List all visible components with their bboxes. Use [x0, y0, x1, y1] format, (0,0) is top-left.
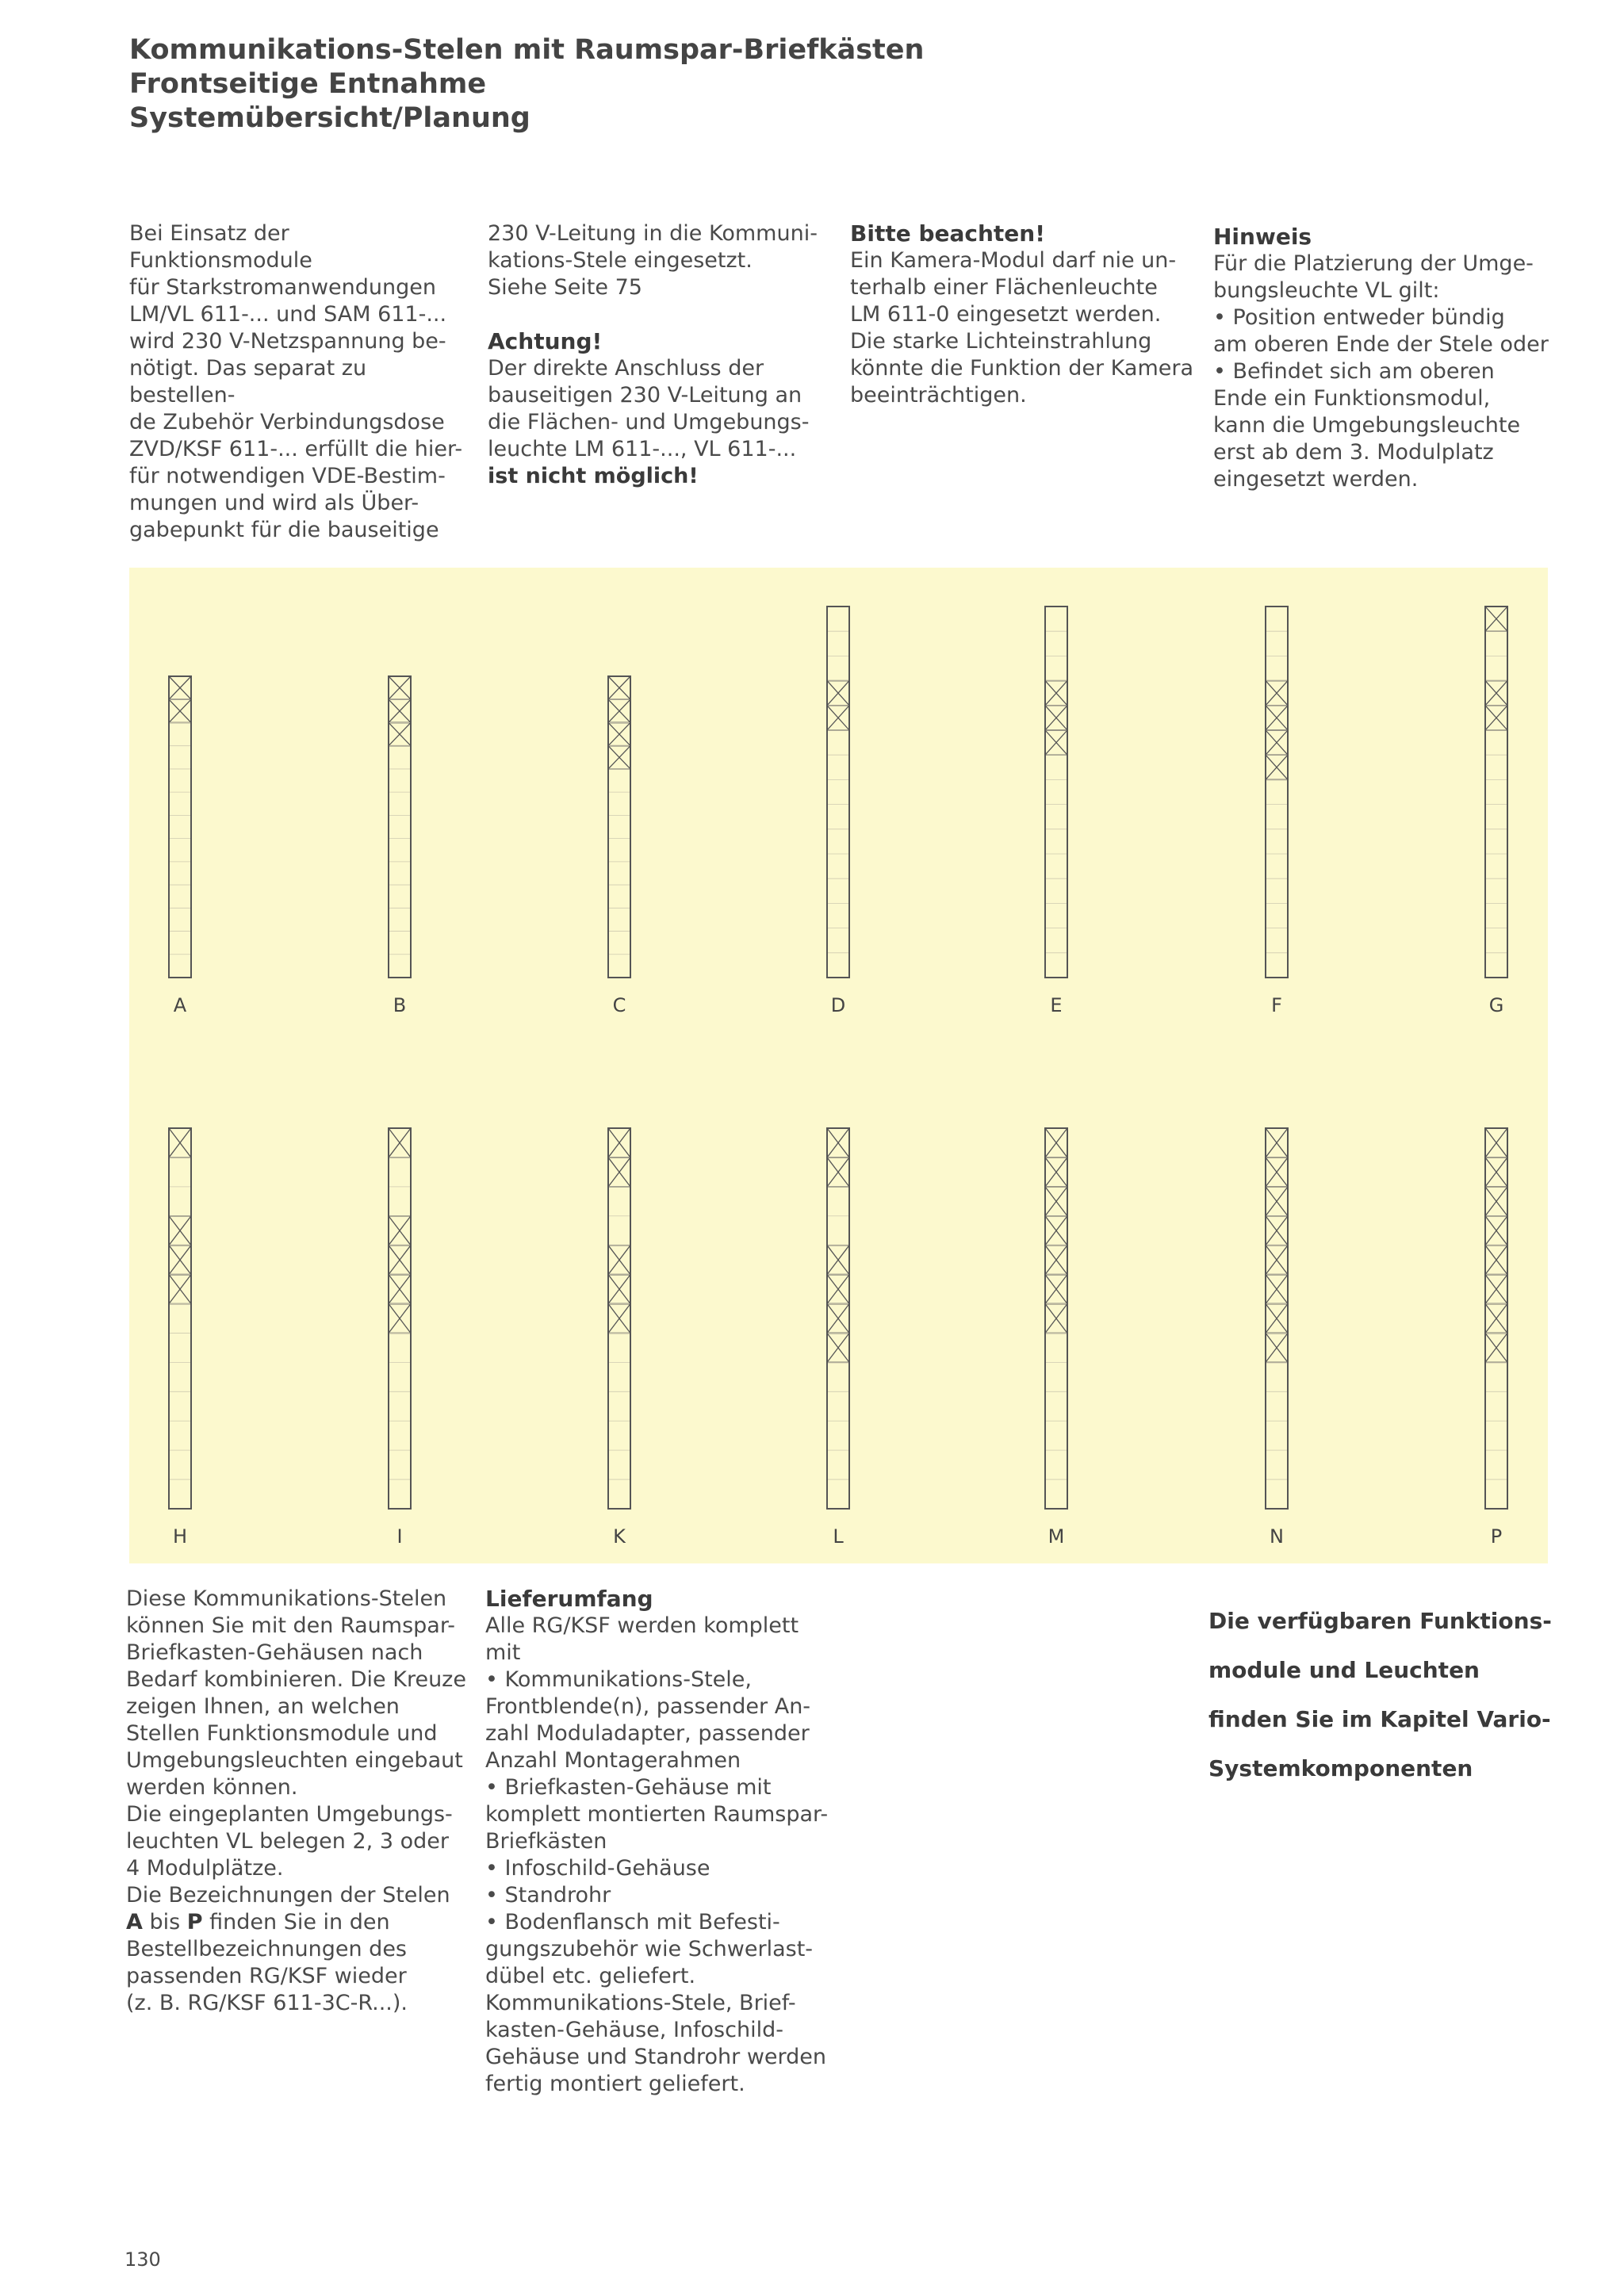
- stele-p: [1485, 1128, 1507, 1548]
- delivery-heading: Lieferumfang: [485, 1586, 653, 1612]
- bottom-text-line: Bestellbezeichnungen des: [126, 1937, 407, 1961]
- stele-outline: [389, 676, 411, 978]
- notice-heading: Bitte beachten!: [850, 220, 1045, 247]
- bottom-text-line: Die eingeplanten Umgebungs-: [126, 1802, 453, 1827]
- intro-text-line: leuchte LM 611-..., VL 611-...: [488, 437, 797, 461]
- bottom-text-line: Alle RG/KSF werden komplett: [485, 1613, 799, 1638]
- stele-label: M: [1048, 1525, 1065, 1548]
- stele-diagram-panel: [129, 568, 1548, 1563]
- stele-f: [1266, 607, 1288, 1016]
- stele-label: F: [1271, 994, 1282, 1016]
- stele-a: [169, 676, 191, 1016]
- intro-column-1: [129, 220, 478, 544]
- bottom-text-line: Anzahl Montagerahmen: [485, 1748, 741, 1773]
- warning-emphasis: ist nicht möglich!: [488, 464, 699, 488]
- bottom-text-line: 4 Modulplätze.: [126, 1856, 284, 1881]
- bottom-text-line: finden Sie im Kapitel Vario-: [1208, 1706, 1551, 1732]
- bottom-text-line: module und Leuchten: [1208, 1657, 1480, 1683]
- intro-text-line: kann die Umgebungsleuchte: [1213, 413, 1521, 438]
- bottom-text-line: Gehäuse und Standrohr werden: [485, 2045, 827, 2069]
- intro-text-line: könnte die Funktion der Kamera: [850, 356, 1194, 381]
- stele-g: [1485, 607, 1507, 1016]
- letter-a: A: [126, 1910, 143, 1934]
- bottom-text-line: Systemkomponenten: [1208, 1755, 1473, 1781]
- stele-label: H: [172, 1525, 188, 1548]
- bottom-text-line: fertig montiert geliefert.: [485, 2072, 745, 2096]
- page-title: [129, 33, 924, 136]
- stele-d: [827, 607, 849, 1016]
- intro-text-line: • Befindet sich am oberen: [1213, 359, 1495, 384]
- stele-outline: [1485, 607, 1507, 978]
- intro-text-line: 230 V-Leitung in die Kommuni-: [488, 221, 818, 246]
- stele-label: L: [833, 1525, 844, 1548]
- bottom-text-line: Stellen Funktionsmodule und: [126, 1721, 438, 1746]
- bottom-text-line: Die Bezeichnungen der Stelen: [126, 1883, 450, 1908]
- intro-text-line: de Zubehör Verbindungsdose: [129, 410, 445, 434]
- stele-e: [1045, 607, 1067, 1016]
- stele-label: C: [612, 994, 626, 1016]
- intro-text-line: Für die Platzierung der Umge-: [1213, 251, 1534, 276]
- bottom-text-line: • Kommunikations-Stele,: [485, 1667, 752, 1692]
- bottom-text-line: Umgebungsleuchten eingebaut: [126, 1748, 463, 1773]
- bottom-text-line: Kommunikations-Stele, Brief-: [485, 1991, 796, 2015]
- stele-label: G: [1488, 994, 1504, 1016]
- stele-i: [389, 1128, 411, 1548]
- intro-text-line: Bei Einsatz der Funktionsmodule: [129, 221, 312, 273]
- bottom-text-line: können Sie mit den Raumspar-: [126, 1613, 455, 1638]
- stele-c: [608, 676, 630, 1016]
- intro-text-line: Die starke Lichteinstrahlung: [850, 329, 1152, 354]
- bottom-text-line: komplett montierten Raumspar-: [485, 1802, 829, 1827]
- intro-text-line: für Starkstromanwendungen: [129, 275, 436, 300]
- bottom-text-line: gungszubehör wie Schwerlast-: [485, 1937, 814, 1961]
- bottom-text-line: • Standrohr: [485, 1883, 611, 1908]
- stele-diagram: [129, 568, 1548, 1563]
- stele-n: [1266, 1128, 1288, 1548]
- bottom-text-line: werden können.: [126, 1775, 298, 1800]
- bottom-text-line: kasten-Gehäuse, Infoschild-: [485, 2018, 783, 2042]
- intro-text-line: gabepunkt für die bauseitige: [129, 518, 439, 542]
- bottom-text-line: Bedarf kombinieren. Die Kreuze: [126, 1667, 466, 1692]
- bottom-text-line: Diese Kommunikations-Stelen: [126, 1586, 447, 1611]
- bottom-text-line: dübel etc. geliefert.: [485, 1964, 696, 1988]
- intro-text-line: wird 230 V-Netzspannung be-: [129, 329, 446, 354]
- intro-text-line: am oberen Ende der Stele oder: [1213, 332, 1549, 357]
- stele-outline: [169, 676, 191, 978]
- bottom-col1-designation: [126, 1909, 475, 1936]
- bottom-text-line: Briefkästen: [485, 1829, 607, 1854]
- intro-column-3: [850, 220, 1215, 409]
- stele-outline: [608, 676, 630, 978]
- text-bis: bis: [142, 1910, 187, 1934]
- warning-heading: Achtung!: [488, 328, 603, 354]
- intro-text-line: • Position entweder bündig: [1213, 305, 1505, 330]
- bottom-text-line: leuchten VL belegen 2, 3 oder: [126, 1829, 449, 1854]
- stele-label: A: [173, 994, 187, 1016]
- text-after: finden Sie in den: [202, 1910, 390, 1934]
- intro-text-line: terhalb einer Flächenleuchte: [850, 275, 1158, 300]
- stele-label: P: [1490, 1525, 1503, 1548]
- stele-outline: [827, 607, 849, 978]
- bottom-column-1: [126, 1586, 475, 2017]
- intro-text-line: mungen und wird als Über-: [129, 491, 419, 515]
- letter-p: P: [186, 1910, 203, 1934]
- intro-text-line: nötigt. Das separat zu bestellen-: [129, 356, 367, 408]
- intro-text-line: ZVD/KSF 611-... erfüllt die hier-: [129, 437, 463, 461]
- title-line-1: Kommunikations-Stelen mit Raumspar-Briefkästen: [129, 34, 925, 66]
- bottom-text-line: (z. B. RG/KSF 611-3C-R...).: [126, 1991, 408, 2015]
- bottom-text-line: zahl Moduladapter, passender: [485, 1721, 810, 1746]
- intro-text-line: die Flächen- und Umgebungs-: [488, 410, 810, 434]
- page-number: 130: [124, 2248, 161, 2271]
- intro-text-line: beeinträchtigen.: [850, 383, 1027, 408]
- intro-column-4: [1213, 224, 1554, 493]
- intro-text-line: Ein Kamera-Modul darf nie un-: [850, 248, 1177, 273]
- intro-text-line: Ende ein Funktionsmodul,: [1213, 386, 1491, 411]
- intro-text-line: Der direkte Anschluss der: [488, 356, 764, 381]
- stele-label: B: [393, 994, 407, 1016]
- bottom-text-line: passenden RG/KSF wieder: [126, 1964, 407, 1988]
- intro-text-line: bauseitigen 230 V-Leitung an: [488, 383, 802, 408]
- intro-text-line: bungsleuchte VL gilt:: [1213, 278, 1440, 303]
- stele-label: N: [1270, 1525, 1284, 1548]
- bottom-column-2: [485, 1586, 850, 2098]
- bottom-column-3: [1208, 1586, 1552, 1804]
- stele-k: [608, 1128, 630, 1548]
- bottom-text-line: zeigen Ihnen, an welchen: [126, 1694, 400, 1719]
- stele-label: K: [613, 1525, 626, 1548]
- intro-text-line: für notwendigen VDE-Bestim-: [129, 464, 446, 488]
- bottom-text-line: • Bodenflansch mit Befesti-: [485, 1910, 780, 1934]
- stele-m: [1045, 1128, 1067, 1548]
- intro-text-line: kations-Stele eingesetzt.: [488, 248, 753, 273]
- stele-l: [827, 1128, 849, 1548]
- bottom-text-line: Die verfügbaren Funktions-: [1208, 1608, 1552, 1634]
- bottom-text-line: mit: [485, 1640, 521, 1665]
- intro-text-line: erst ab dem 3. Modulplatz: [1213, 440, 1494, 465]
- title-line-3: Systemübersicht/Planung: [129, 102, 530, 134]
- stele-label: E: [1050, 994, 1063, 1016]
- intro-text-line: eingesetzt werden.: [1213, 467, 1419, 492]
- stele-b: [389, 676, 411, 1016]
- title-line-2: Frontseitige Entnahme: [129, 68, 487, 100]
- stele-h: [169, 1128, 191, 1548]
- bottom-text-line: • Infoschild-Gehäuse: [485, 1856, 710, 1881]
- stele-outline: [1045, 607, 1067, 978]
- intro-text-line: LM/VL 611-... und SAM 611-...: [129, 302, 447, 327]
- intro-text-line: LM 611-0 eingesetzt werden.: [850, 302, 1162, 327]
- bottom-text-line: Briefkasten-Gehäusen nach: [126, 1640, 423, 1665]
- intro-column-2: [488, 220, 837, 490]
- stele-outline: [1266, 607, 1288, 978]
- hint-heading: Hinweis: [1213, 224, 1312, 250]
- stele-outline: [169, 1128, 191, 1509]
- stele-label: I: [396, 1525, 403, 1548]
- bottom-text-line: Frontblende(n), passender An-: [485, 1694, 811, 1719]
- stele-label: D: [830, 994, 846, 1016]
- intro-text-line: Siehe Seite 75: [488, 275, 642, 300]
- bottom-text-line: • Briefkasten-Gehäuse mit: [485, 1775, 772, 1800]
